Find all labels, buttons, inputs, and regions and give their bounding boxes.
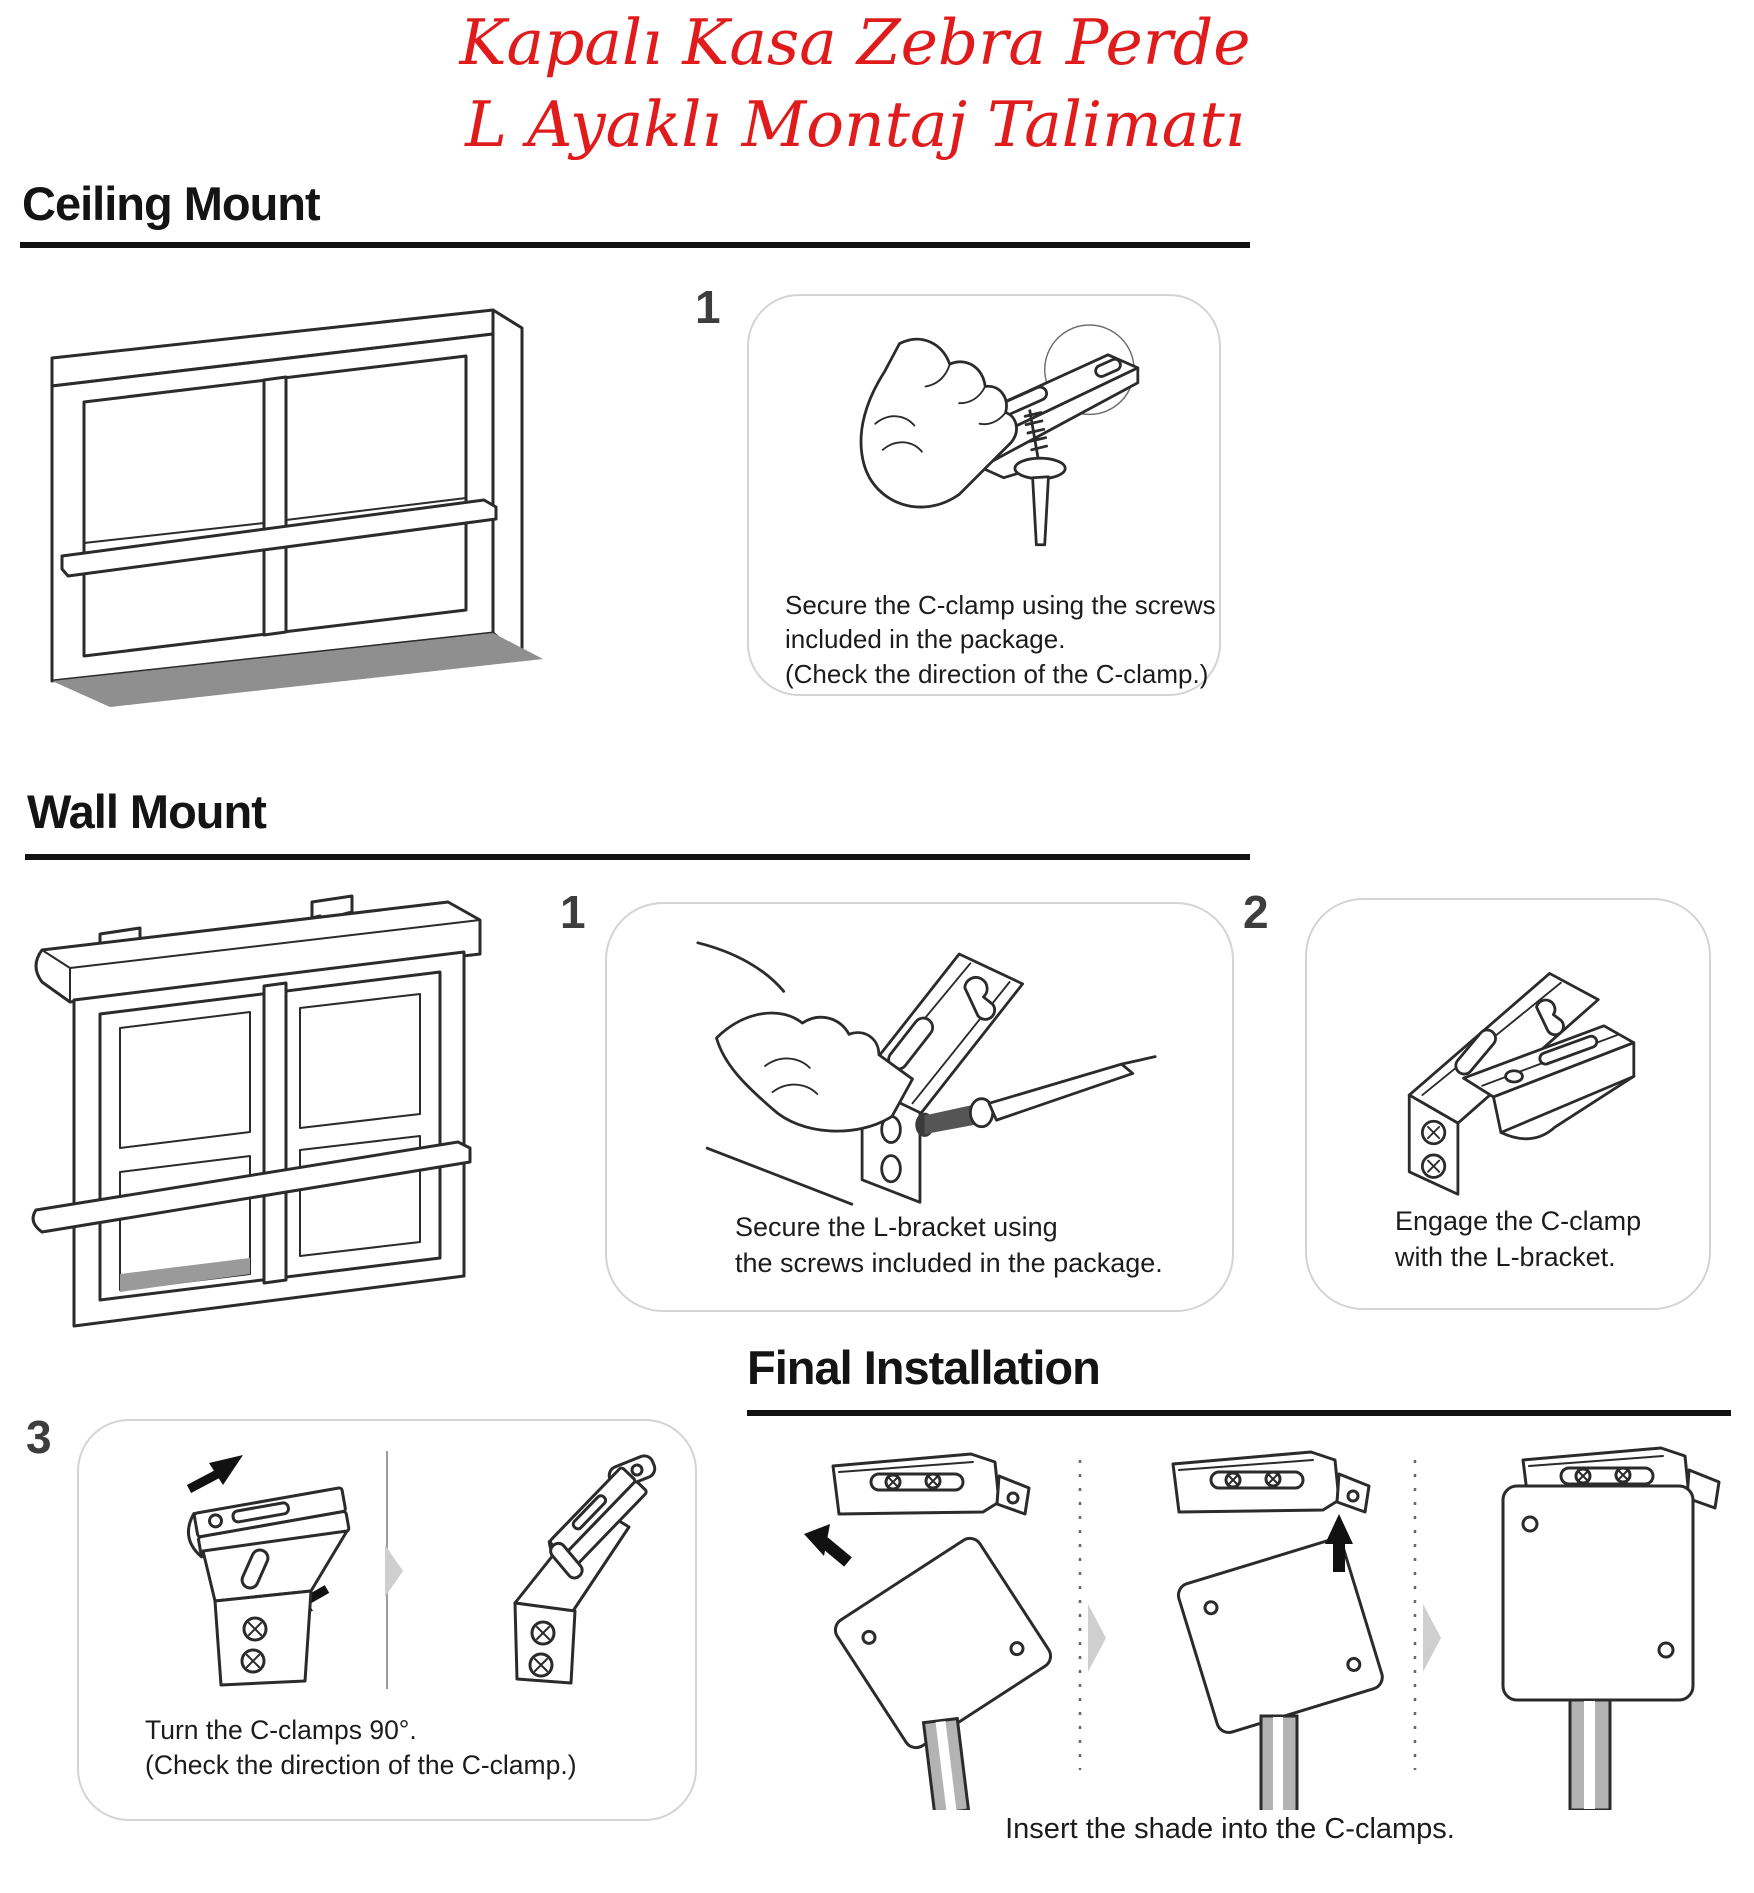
final-caption: Insert the shade into the C-clamps. <box>1005 1813 1455 1845</box>
bracket-after <box>515 1453 657 1683</box>
page-title-line-2: L Ayaklı Montaj Talimatı <box>465 88 1245 161</box>
turn-c-clamps-illustration <box>97 1441 675 1703</box>
caption-line: included in the package. <box>785 624 1066 655</box>
caption-line: Secure the L-bracket using <box>735 1212 1058 1242</box>
page-title-line-1: Kapalı Kasa Zebra Perde <box>459 6 1251 79</box>
l-bracket-screwdriver-hand-illustration <box>662 926 1177 1206</box>
ceiling-step1-caption <box>785 588 1216 691</box>
sequence-arrow-chevron <box>1423 1604 1441 1672</box>
ceiling-window-illustration <box>38 262 563 707</box>
caption-line: Secure the C-clamp using the screws <box>785 590 1216 620</box>
final-section-rule <box>747 1410 1731 1416</box>
insert-shade-step-b <box>1173 1452 1385 1810</box>
final-step3-number: 3 <box>26 1411 52 1463</box>
wall-section-rule <box>25 854 1250 860</box>
c-clamp-screw-hand-illustration <box>797 312 1177 582</box>
wall-step2-box <box>1305 898 1711 1310</box>
caption-line: the screws included in the package. <box>735 1247 1163 1278</box>
wall-step1-caption <box>735 1210 1163 1281</box>
wall-step2-caption <box>1395 1204 1641 1275</box>
wall-step2-number: 2 <box>1243 886 1269 938</box>
wall-step1-number: 1 <box>560 886 586 938</box>
final-step3-box <box>77 1419 697 1821</box>
ceiling-mount-heading: Ceiling Mount <box>22 177 320 230</box>
wall-window-blind-illustration <box>12 880 562 1335</box>
wall-mount-heading: Wall Mount <box>27 785 266 838</box>
ceiling-section-rule <box>20 242 1250 248</box>
final-step3-caption <box>145 1713 577 1783</box>
sequence-arrow-chevron <box>1088 1604 1106 1672</box>
step-arrow-chevron <box>385 1545 403 1597</box>
caption-line: with the L-bracket. <box>1395 1241 1616 1272</box>
caption-line: (Check the direction of the C-clamp.) <box>785 658 1209 689</box>
insert-shade-step-a <box>804 1454 1055 1810</box>
insert-shade-step-c <box>1503 1448 1719 1810</box>
caption-line: Turn the C-clamps 90°. <box>145 1715 417 1745</box>
bracket-before <box>185 1455 349 1685</box>
final-installation-heading: Final Installation <box>747 1341 1100 1394</box>
ceiling-step1-box <box>747 294 1221 696</box>
c-clamp-l-bracket-illustration <box>1345 936 1670 1198</box>
wall-step1-box <box>605 902 1234 1312</box>
caption-line: Engage the C-clamp <box>1395 1206 1642 1236</box>
ceiling-step1-number: 1 <box>695 281 721 333</box>
final-installation-sequence-illustration <box>748 1438 1754 1810</box>
caption-line: (Check the direction of the C-clamp.) <box>145 1749 577 1780</box>
